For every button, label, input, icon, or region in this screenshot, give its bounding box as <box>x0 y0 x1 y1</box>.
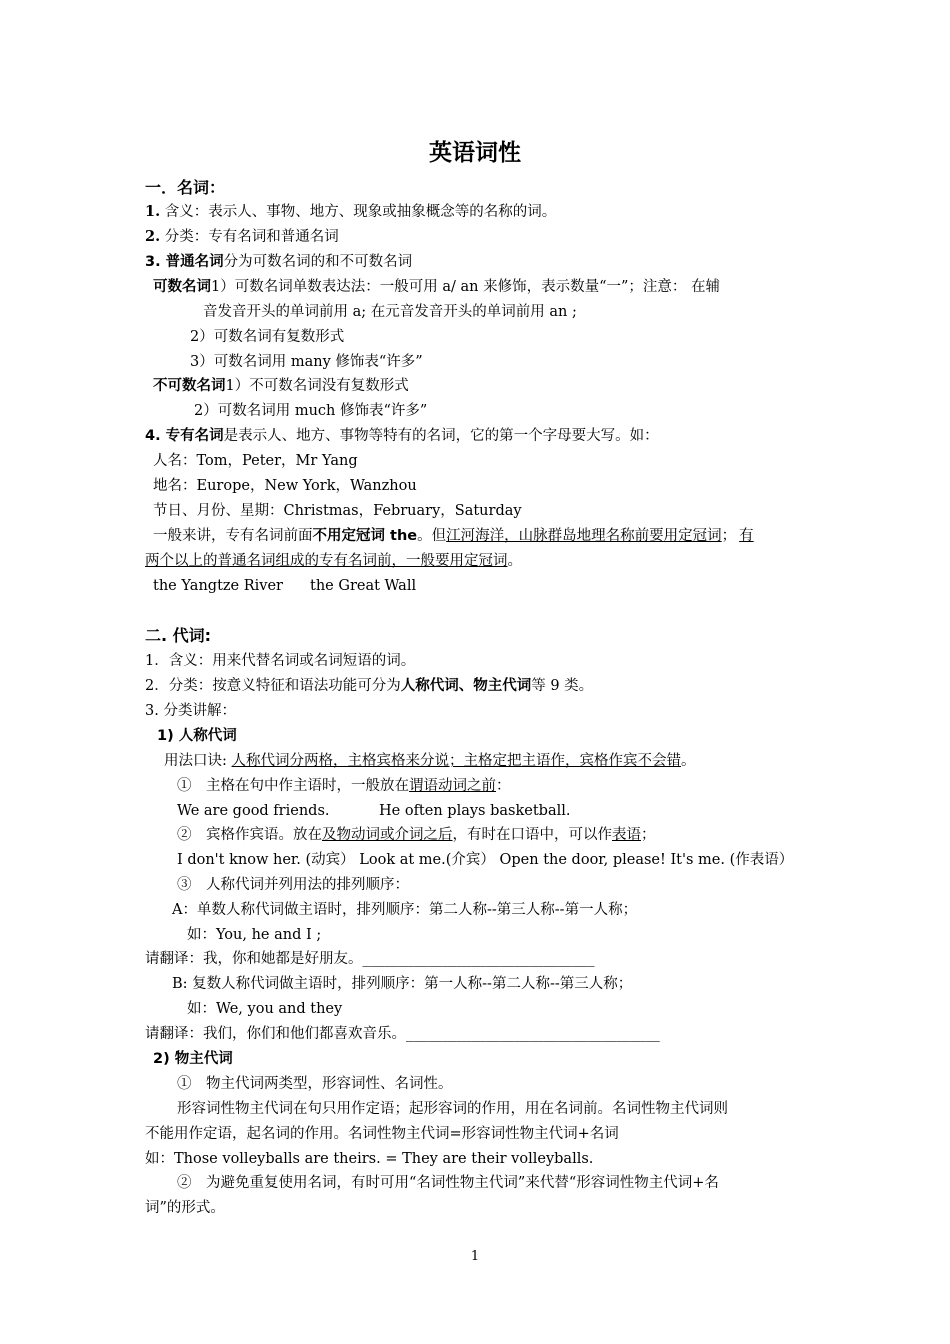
noun-definition <box>145 202 556 222</box>
rule-underlined: 表语 <box>612 827 641 843</box>
plural-order-example: 如：We, you and they <box>187 1001 343 1017</box>
rule-text: ： <box>496 778 511 794</box>
possessive-substitution-rule: ② 为避免重复使用名词，有时可用“名词性物主代词”来代替“形容词性物主代词+名 <box>177 1175 719 1191</box>
pronoun-definition: 1．含义：用来代替名词或名词短语的词。 <box>145 653 416 669</box>
item-text: 含义：表示人、事物、地方、现象或抽象概念等的名称的词。 <box>160 204 557 220</box>
example-holidays: 节日、月份、星期：Christmas，February，Saturday <box>153 503 522 519</box>
singular-order-example: 如：You, he and I ; <box>187 927 322 943</box>
translation-exercise-1 <box>145 949 595 969</box>
personal-pronoun-heading: 1) 人称代词 <box>157 728 237 744</box>
pronoun-classification <box>145 676 593 696</box>
rule-text: ① 主格在句中作主语时，一般放在 <box>177 778 409 794</box>
rule-text: ； <box>641 827 656 843</box>
noun-classification <box>145 227 339 247</box>
pronoun-explanation-heading: 3. 分类讲解： <box>145 703 236 719</box>
mnemonic-label: 用法口诀: <box>164 753 232 769</box>
item-number: 2. <box>145 228 161 245</box>
countable-rule-1-cont: 音发音开头的单词前用 a; 在元音发音开头的单词前用 an ; <box>203 304 577 320</box>
rule-underlined: 谓语动词之前 <box>409 778 496 794</box>
rule-text: ； <box>721 528 737 544</box>
object-case-rule <box>177 825 656 845</box>
subject-example-1: We are good friends. <box>177 803 330 819</box>
answer-blank: ________________________________ <box>362 951 595 967</box>
countable-rule-1 <box>153 277 720 297</box>
item-label: 3. 普通名词 <box>145 254 224 270</box>
rule-text: ，有时在口语中，可以作 <box>452 827 612 843</box>
example-river: the Yangtze River <box>153 578 283 594</box>
rule-underlined: 两个以上的普通名词组成的专有名词前，一般要用定冠词 <box>145 553 508 569</box>
item-text: 分类：专有名词和普通名词 <box>160 229 339 245</box>
item-text: 是表示人、地方、事物等特有的名词，它的第一个字母要大写。如： <box>223 428 659 444</box>
example-wall: the Great Wall <box>310 578 417 594</box>
exercise-prompt: 请翻译：我们，你们和他们都喜欢音乐。 <box>145 1026 406 1042</box>
possessive-substitution-rule-cont: 词”的形式。 <box>145 1200 225 1216</box>
translation-exercise-2 <box>145 1024 660 1044</box>
countable-label: 可数名词 <box>153 279 211 295</box>
rule-underlined: 江河海洋，山脉群岛地理名称前要用定冠词 <box>446 528 722 544</box>
item-text: 分为可数名词的和不可数名词 <box>223 254 413 270</box>
rule-underlined: 有 <box>739 528 754 544</box>
possessive-example: 如：Those volleyballs are theirs. = They are their volleyballs. <box>145 1151 594 1167</box>
item-text: 等 9 类。 <box>531 678 594 694</box>
rule-text: 。 <box>507 553 522 569</box>
rule-emphasis: 不用定冠词 the <box>312 528 418 544</box>
page-number: 1 <box>470 1249 480 1264</box>
uncountable-rule-2: 2）可数名词用 much 修饰表“许多” <box>194 403 428 419</box>
rule-text: 1）不可数名词没有复数形式 <box>225 378 409 394</box>
example-places: 地名：Europe，New York，Wanzhou <box>153 478 417 494</box>
uncountable-rule-1 <box>153 376 409 396</box>
possessive-types: ① 物主代词两类型，形容词性、名词性。 <box>177 1076 453 1092</box>
rule-text: 一般来讲，专有名词前面 <box>153 528 313 544</box>
section1-heading: 一．名词： <box>145 178 226 197</box>
mnemonic-text: 人称代词分两格，主格宾格来分说；主格定把主语作，宾格作宾不会错 <box>231 753 681 769</box>
countable-rule-3: 3）可数名词用 many 修饰表“许多” <box>190 354 423 370</box>
rule-text: 1）可数名词单数表达法：一般可用 a/ an 来修饰，表示数量“一”；注意： 在辅 <box>211 279 720 295</box>
article-rule <box>153 526 754 546</box>
countable-rule-2: 2）可数名词有复数形式 <box>190 329 345 345</box>
rule-text: ② 宾格作宾语。放在 <box>177 827 322 843</box>
exercise-prompt: 请翻译：我，你和她都是好朋友。 <box>145 951 363 967</box>
uncountable-label: 不可数名词 <box>153 378 226 394</box>
item-text: 2．分类：按意义特征和语法功能可分为 <box>145 678 401 694</box>
section2-heading: 二. 代词: <box>145 626 212 645</box>
item-emphasis: 人称代词、物主代词 <box>400 678 532 694</box>
subject-case-rule <box>177 776 511 796</box>
page-title: 英语词性 <box>429 140 521 166</box>
possessive-explanation: 形容词性物主代词在句只用作定语；起形容词的作用，用在名词前。名词性物主代词则 <box>177 1101 728 1117</box>
rule-text: 。但 <box>417 528 447 544</box>
possessive-explanation-cont: 不能用作定语，起名词的作用。名词性物主代词=形容词性物主代词+名词 <box>145 1126 619 1142</box>
example-names: 人名：Tom，Peter，Mr Yang <box>153 453 358 469</box>
plural-order-rule: B: 复数人称代词做主语时，排列顺序：第一人称--第二人称--第三人称； <box>172 976 633 992</box>
item-number: 1. <box>145 203 161 220</box>
mnemonic-text: 。 <box>681 753 696 769</box>
proper-noun-intro <box>145 426 659 446</box>
subject-example-2: He often plays basketball. <box>379 803 571 819</box>
answer-blank: ___________________________________ <box>406 1026 660 1042</box>
order-rule-heading: ③ 人称代词并列用法的排列顺序： <box>177 877 409 893</box>
article-rule-cont <box>145 551 522 571</box>
possessive-pronoun-heading: 2) 物主代词 <box>153 1051 233 1067</box>
singular-order-rule: A：单数人称代词做主语时，排列顺序：第二人称--第三人称--第一人称； <box>172 902 638 918</box>
common-noun-intro <box>145 252 412 272</box>
item-label: 4. 专有名词 <box>145 428 224 444</box>
usage-mnemonic <box>164 751 696 771</box>
rule-underlined: 及物动词或介词之后 <box>322 827 453 843</box>
object-examples: I don't know her. (动宾） Look at me.(介宾） Open the door, please! It's me. (作表语） <box>177 852 794 868</box>
